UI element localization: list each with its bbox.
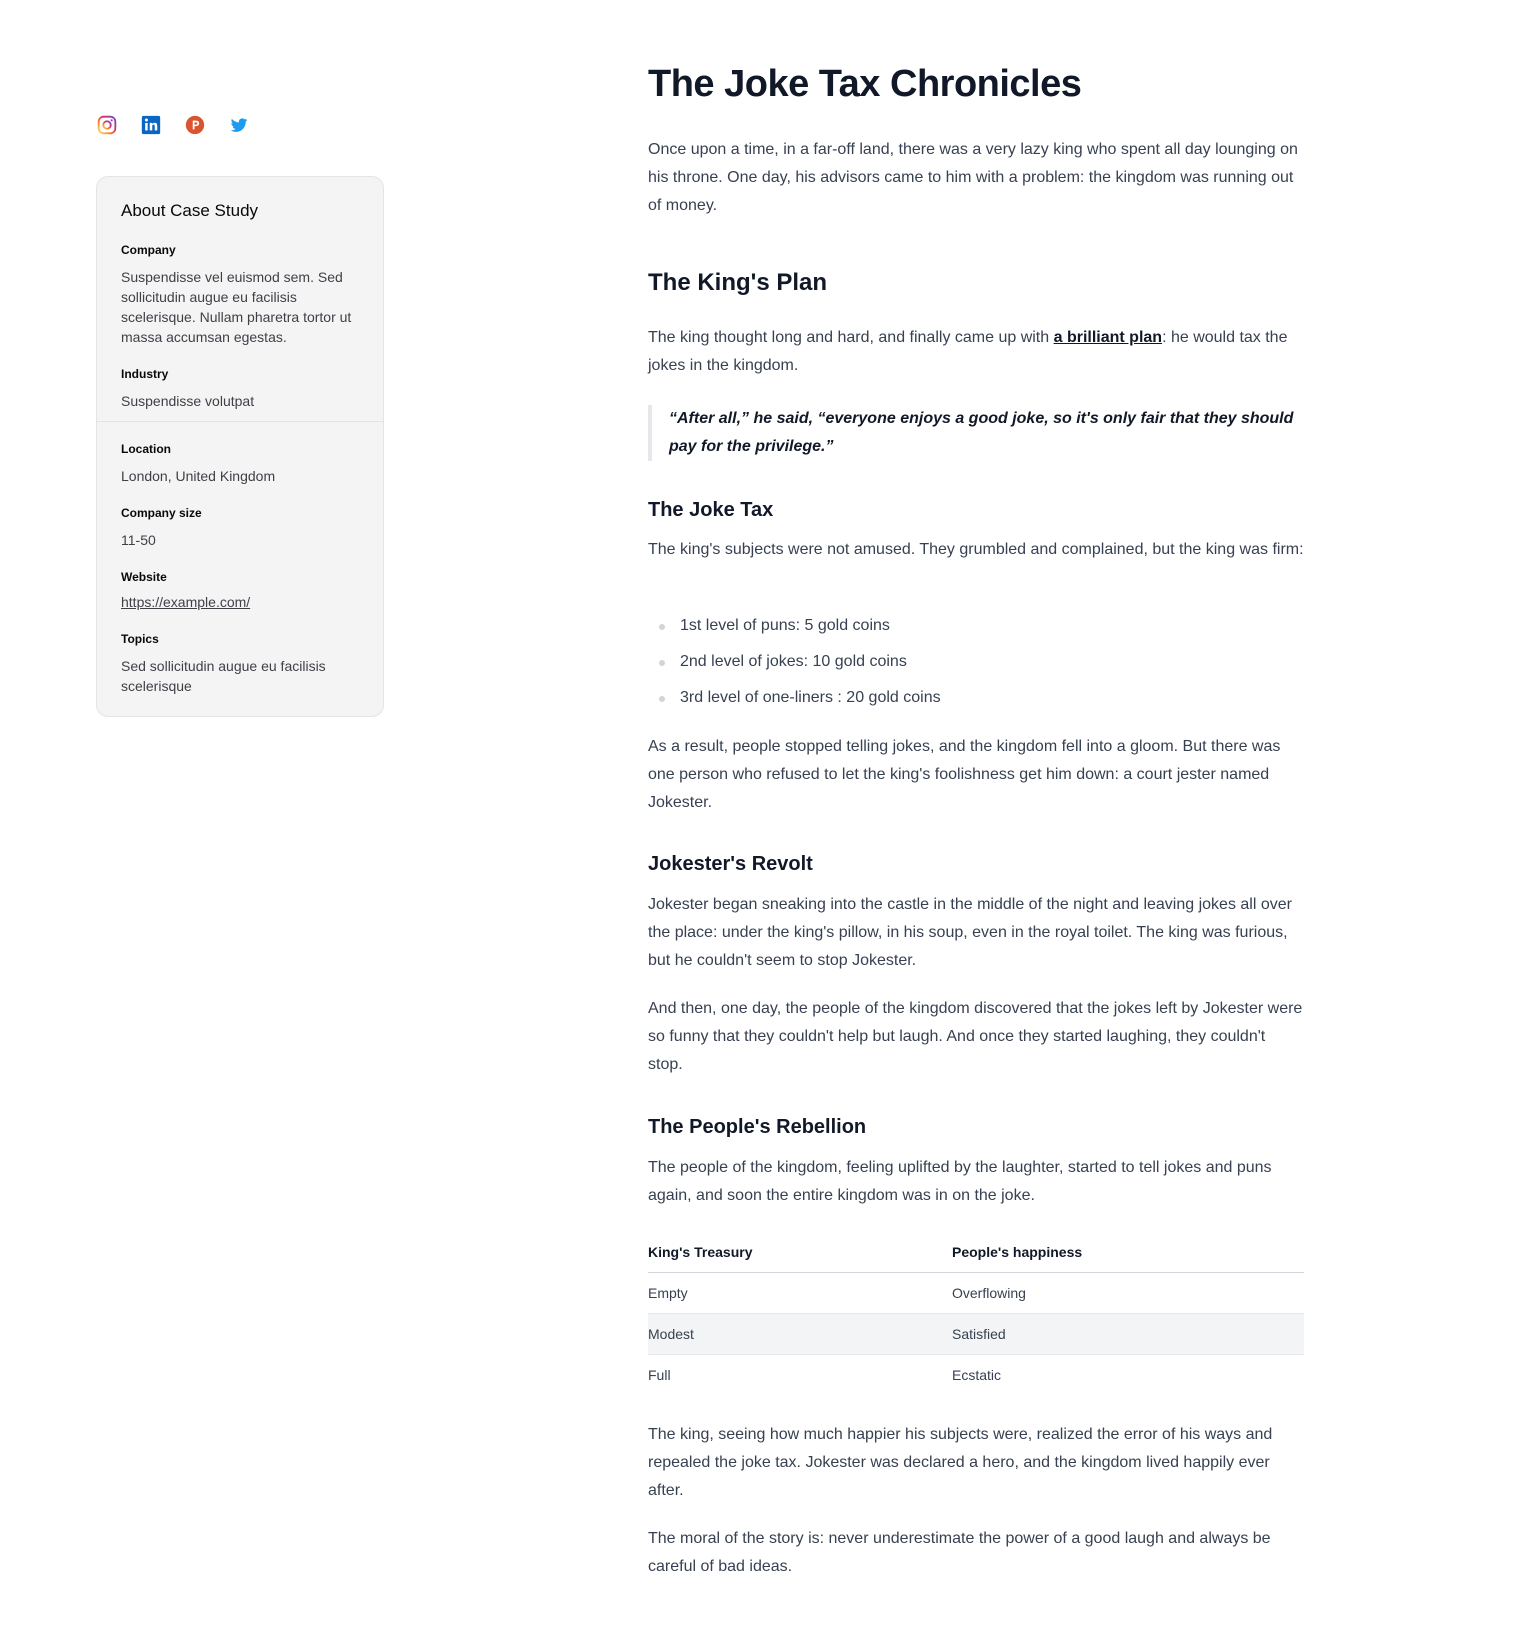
ending-paragraph: The king, seeing how much happier his subjects were, realized the error of his ways and repealed the joke tax. Jokester was declared a hero, and the kingdom lived happily ever after. [648,1426,1273,1499]
list-item [648,612,1304,640]
tax-intro-paragraph: The king's subjects were not amused. They grumbled and complained, but the king was firm: [648,541,1304,558]
website-link[interactable]: https://example.com/ [121,594,251,610]
revolt-paragraph-1: Jokester began sneaking into the castle in the middle of the night and leaving jokes all over the place: under the king's pillow, in his soup, even in the royal toilet. The king was furious, but he couldn't seem to stop Jokester. [648,896,1292,969]
instagram-link[interactable] [96,114,118,136]
table-row [648,1354,1304,1395]
treasury-happiness-table [648,1232,1304,1395]
social-links [96,114,250,136]
list-item-text: 1st level of puns: 5 gold coins [680,617,890,634]
twitter-link[interactable] [228,114,250,136]
list-item [648,684,1304,712]
brilliant-plan-link[interactable]: a brilliant plan [1053,329,1163,346]
table-header-row [648,1232,1304,1272]
bullet-icon [659,624,665,630]
producthunt-icon [185,115,205,135]
instagram-icon [97,115,117,135]
article-title: The Joke Tax Chronicles [648,63,1082,105]
company-label: Company [121,243,176,257]
heading-kings-plan: The King's Plan [648,269,828,296]
location-label: Location [121,442,171,456]
about-card-top [97,177,383,421]
bullet-icon [659,660,665,666]
topics-field [121,632,359,696]
table-cell: Overflowing [952,1272,1304,1313]
heading-peoples-rebellion: The People's Rebellion [648,1116,867,1138]
industry-value: Suspendisse volutpat [121,393,255,409]
moral-paragraph: The moral of the story is: never underestimate the power of a good laugh and always be careful of bad ideas. [648,1530,1271,1575]
table-cell: Modest [648,1313,952,1354]
list-item [648,648,1304,676]
twitter-icon [229,115,249,135]
topics-label: Topics [121,632,159,646]
company-size-value: 11-50 [121,532,156,548]
king-quote: “After all,” he said, “everyone enjoys a good joke, so it's only fair that they should pay for the privilege.” [648,405,1304,461]
rebellion-paragraph: The people of the kingdom, feeling uplifted by the laughter, started to tell jokes and puns again, and soon the entire kingdom was in on the joke. [648,1159,1272,1204]
company-field [121,243,359,347]
table-cell: Ecstatic [952,1366,1002,1383]
linkedin-link[interactable] [140,114,162,136]
table-header-treasury: King's Treasury [648,1232,952,1272]
location-field [121,442,359,486]
intro-paragraph: Once upon a time, in a far-off land, there was a very lazy king who spent all day lounging on his throne. One day, his advisors came to him with a problem: the kingdom was running out of money. [648,141,1298,214]
table-row [648,1272,1304,1313]
company-size-field [121,506,359,550]
website-field [121,570,359,612]
table-cell: Empty [648,1272,952,1313]
plan-paragraph [648,324,1304,380]
company-size-label: Company size [121,506,202,520]
heading-jokesters-revolt: Jokester's Revolt [648,853,813,875]
list-item-text: 3rd level of one-liners : 20 gold coins [680,689,941,706]
result-paragraph: As a result, people stopped telling jokes, and the kingdom fell into a gloom. But there was one person who refused to let the king's foolishness get him down: a court jester named Jokester. [648,738,1281,811]
table-cell: Satisfied [952,1313,1304,1354]
about-case-study-card [96,176,384,717]
bullet-icon [659,696,665,702]
heading-joke-tax: The Joke Tax [648,499,774,521]
location-value: London, United Kingdom [121,468,276,484]
table-header-happiness: People's happiness [952,1232,1304,1272]
industry-field [121,367,359,411]
producthunt-link[interactable] [184,114,206,136]
company-value: Suspendisse vel euismod sem. Sed sollicitudin augue eu facilisis scelerisque. Nullam pharetra tortor ut massa accumsan egestas. [121,269,352,345]
revolt-paragraph-2: And then, one day, the people of the kingdom discovered that the jokes left by Jokester were so funny that they couldn't help but laugh. And once they started laughing, they couldn't stop. [648,1000,1303,1073]
table-row [648,1313,1304,1354]
about-card-bottom [97,421,383,716]
linkedin-icon [141,115,161,135]
website-label: Website [121,570,167,584]
industry-label: Industry [121,367,169,381]
topics-value: Sed sollicitudin augue eu facilisis scelerisque [121,658,326,694]
plan-text-before: The king thought long and hard, and finally came up with [648,329,1054,346]
about-card-title: About Case Study [121,201,259,220]
plan-text-after: : he would tax the jokes in the kingdom. [648,329,1288,374]
table-cell: Full [648,1366,671,1383]
tax-levels-list [648,612,1304,720]
list-item-text: 2nd level of jokes: 10 gold coins [680,653,907,670]
